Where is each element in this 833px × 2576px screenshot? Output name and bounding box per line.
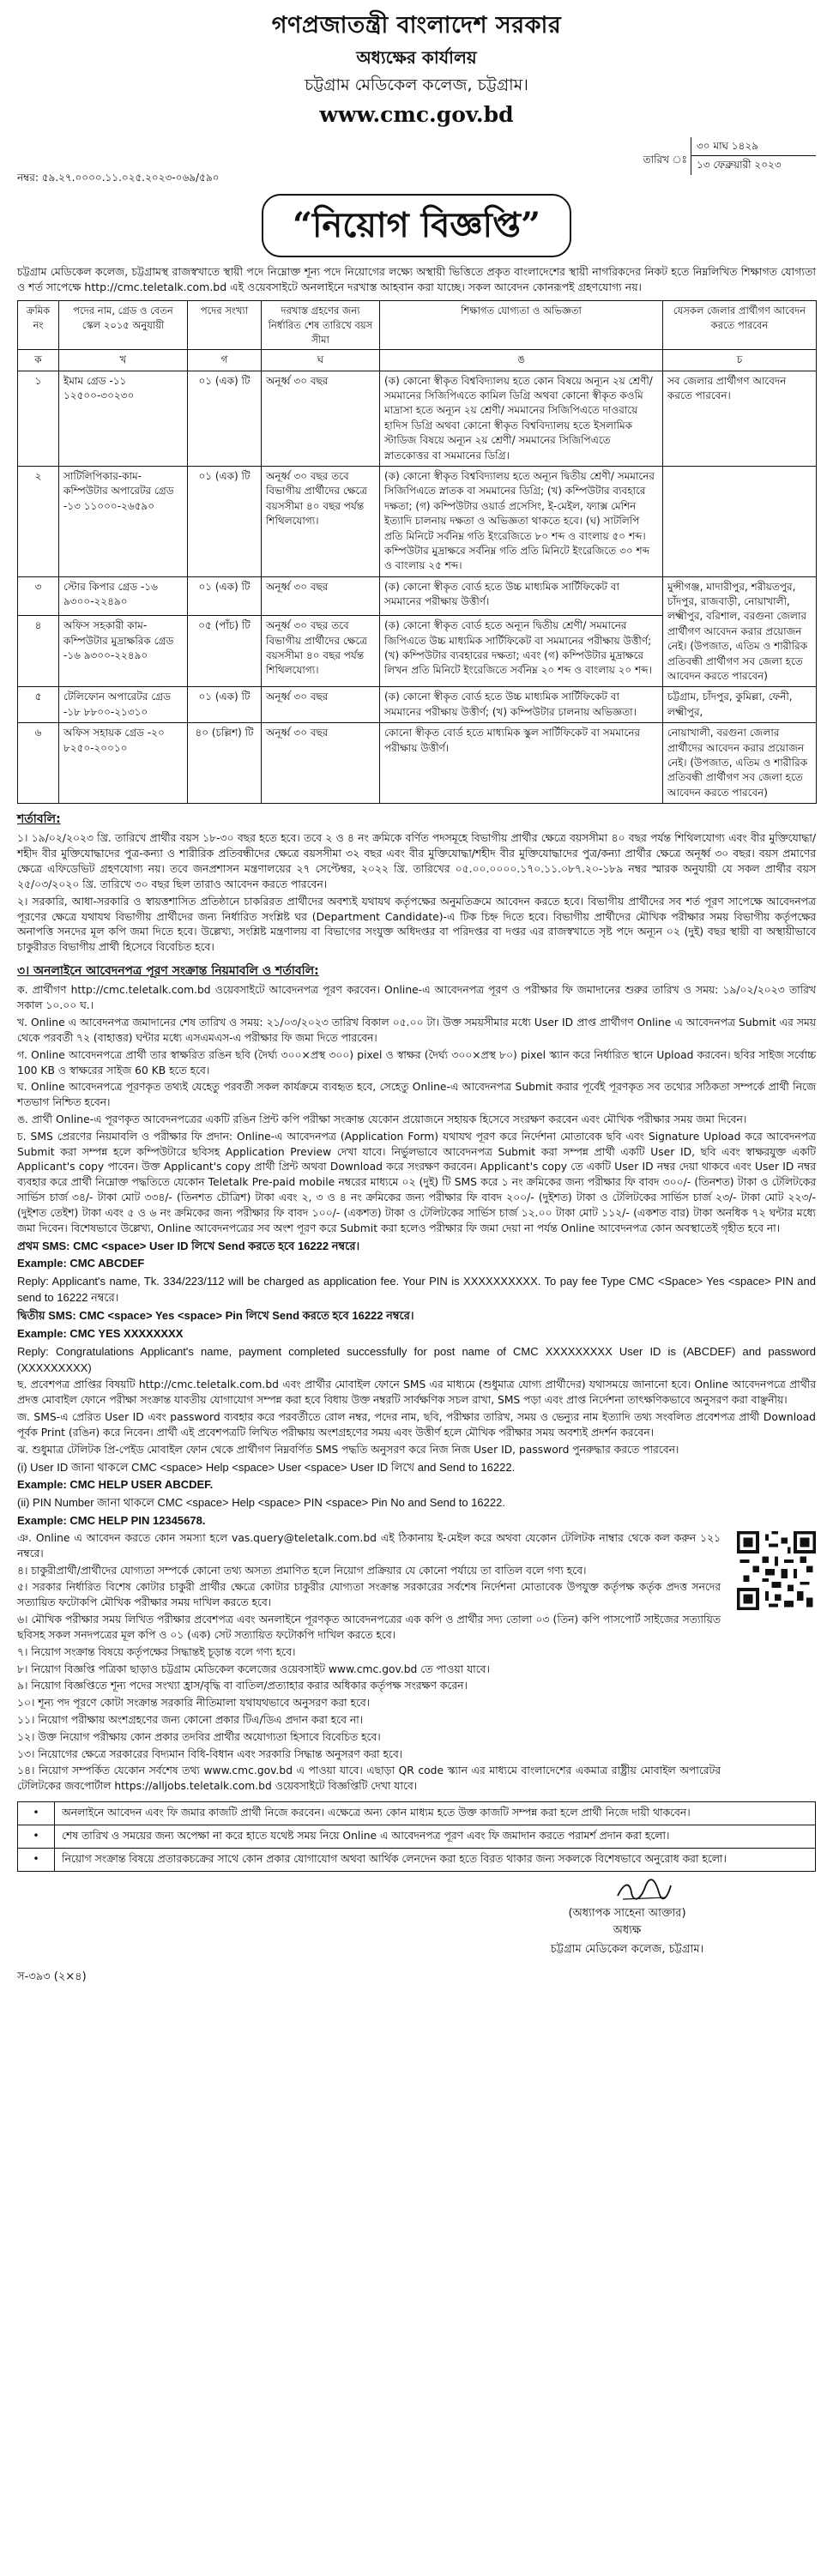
memo-row — [17, 137, 816, 190]
conditions-heading: শর্তাবলি: — [17, 812, 61, 827]
bullet-icon: • — [18, 1825, 55, 1848]
condition-item: ১। ১৯/০২/২০২৩ খ্রি. তারিখে প্রার্থীর বয়স ১৮-৩০ বছর হতে হবে। তবে ২ ও ৪ নং ক্রমিকে বর্ণিত পদসমূহে বিভাগীয় প্রার্থীর ক্ষেত্রে বয়সসীমা ৪০ বছর পর্যন্ত শিথিলযোগ্য এবং বীর মুক্তিযোদ্ধা/শহীদ বীর মুক্তিযোদ্ধাদের পুত্র-কন্যা ও শারীরিক প্রতিবন্ধীদের ক্ষেত্রে বয়সসীমা ৩২ বছর এবং বীর মুক্তিযোদ্ধা/শহীদ বীর মুক্তিযোদ্ধাদের পুত্র/কন্যা প্রার্থীর ক্ষেত্রে অনূর্ধ্ব ৩০ বছর। বয়স প্রমাণের ক্ষেত্রে এফিডেভিট গ্রহণযোগ্য নয়। তবে জনপ্রশাসন মন্ত্রণালয়ের ২৭ সেপ্টেম্বর, ২০২২ খ্রি. তারিখের ০৫.০০.০০০০.১৭০.১১.০৮৭.২০-১৮৯ নম্বর স্মারক অনুযায়ী যে সকল প্রার্থীর বয়স ২৫/০৩/২০২০ খ্রি. তারিখে ৩০ বছর ছিল তারাও আবেদন করতে পারবেন। — [17, 832, 816, 890]
notice-page — [17, 0, 816, 1985]
online-heading: ৩। অনলাইনে আবেদনপত্র পূরণ সংক্রান্ত নিয়মাবলি ও শর্তাবলি: — [17, 964, 319, 979]
posts-table — [17, 300, 817, 804]
online-item: খ. Online এ আবেদনপত্র জমাদানের শেষ তারিখ ও সময়: ২১/০৩/২০২৩ তারিখ বিকাল ০৫.০০ টা। উক্ত সময়সীমার মধ্যে User ID প্রাপ্ত প্রার্থীগণ Online এ আবেদনপত্র Submit এর সময় থেকে পরবর্তী ৭২ (বাহাত্তর) ঘন্টার মধ্যে এসএমএস-এ পরীক্ষার ফি জমা দিতে পারবেন। — [17, 1017, 816, 1044]
row-district: মুন্সীগঞ্জ, মাদারীপুর, শরীয়তপুর, চাঁদপুর, রাজবাড়ী, নোয়াখালী, লক্ষ্মীপুর, বরিশাল, বরগুনা জেলার প্রার্থীগণ আবেদন করার প্রয়োজন নেই। (উপজাত, এতিম ও শারীরিক প্রতিবন্ধী প্রার্থীগণ সব জেলা হতে আবেদন করতে পারবেন) — [663, 576, 817, 687]
letterhead — [17, 0, 816, 130]
website-link[interactable]: www.cmc.gov.bd — [319, 101, 514, 127]
col-label: খ — [59, 350, 188, 371]
final-items-block — [17, 1531, 816, 1795]
more-item: ঝ. শুধুমাত্র টেলিটক প্রি-পেইড মোবাইল ফোন থেকে প্রার্থীগণ নিম্নবর্ণিত SMS পদ্ধতি অনুসরণ করে নিজ নিজ User ID, password পুনরুদ্ধার করতে পারবেন। — [17, 1443, 679, 1456]
date-box — [691, 137, 816, 175]
bullet-icon: • — [18, 1848, 55, 1871]
row-post: টেলিফোন অপারেটর গ্রেড -১৮ ৮৮০০-২১৩১০ — [59, 687, 188, 723]
final-item: ঞ. Online এ আবেদন করতে কোন সমস্যা হলে vas.query@teletalk.com.bd এই ঠিকানায় ই-মেইল করে অথবা যেকোন টেলিটক নাম্বার থেকে কল করুন ১২১ নম্বরে। — [17, 1531, 721, 1559]
row-qualification: (ক) কোনো স্বীকৃত বোর্ড হতে উচ্চ মাধ্যমিক সার্টিফিকেট বা সমমানের পরীক্ষায় উত্তীর্ণ; (খ) কম্পিউটার চালনায় অভিজ্ঞতা। — [380, 687, 663, 723]
row-age: অনূর্ধ্ব ৩০ বছর তবে বিভাগীয় প্রার্থীদের ক্ষেত্রে বয়সসীমা ৪০ বছর পর্যন্ত শিথিলযোগ্য। — [262, 466, 380, 576]
row-sl: ৬ — [18, 723, 59, 804]
final-item: ৬। মৌখিক পরীক্ষার সময় লিখিত পরীক্ষার প্রবেশপত্র এবং অনলাইনে পূরণকৃত আবেদনপত্রের এক কপি ও প্রার্থীর সদ্য তোলা ০৩ (তিন) কপি পাসপোর্ট সাইজের সত্যায়িত ছবিসহ সকল সনদপত্রের মূল কপি ও ০১ (এক) সেট সত্যায়িত ফটোকপি দাখিল করতে হবে। — [17, 1614, 721, 1641]
notes-table — [17, 1801, 816, 1871]
col-header-age: দরখাস্ত গ্রহণের জন্য নির্ধারিত শেষ তারিখে বয়স সীমা — [262, 301, 380, 350]
row-sl: ৩ — [18, 576, 59, 615]
recover-user: (i) User ID জানা থাকলে CMC <space> Help <space> User <space> User ID লিখে and Send to 16222. — [17, 1460, 516, 1474]
row-age: অনূর্ধ্ব ৩০ বছর — [262, 576, 380, 615]
online-item: ক. প্রার্থীগণ http://cmc.teletalk.com.bd ওয়েবসাইটে আবেদনপত্র পূরণ করবেন। Online-এ আবেদনপত্র পূরণ ও পরীক্ষার ফি জমাদানের শুরুর তারিখ ও সময়: ১৯/০২/২০২৩ তারিখ সকাল ১০.০০ ঘ.। — [17, 984, 816, 1012]
final-item: ৯। নিয়োগ বিজ্ঞপ্তিতে শূন্য পদের সংখ্যা হ্রাস/বৃদ্ধি বা বাতিল/প্রত্যাহার করার অধিকার কর্তৃপক্ষ সংরক্ষণ করেন। — [17, 1680, 468, 1692]
final-item: ১০। শূন্য পদ পূরণে কোটা সংক্রান্ত সরকারি নীতিমালা যথাযথভাবে অনুসরণ করা হবে। — [17, 1697, 371, 1710]
sms-first-reply: Reply: Applicant's name, Tk. 334/223/112 will be charged as application fee. Your PIN is XXXXXXXXXX. To pay fee Type CMC <Space> Yes <space> PIN and send to 16222 নম্বরে। — [17, 1275, 816, 1305]
row-district: নোয়াখালী, বরগুনা জেলার প্রার্থীদের আবেদন করার প্রয়োজন নেই। (উপজাত, এতিম ও শারীরিক প্রতিবন্ধী প্রার্থীগণ সব জেলা হতে আবেদন করতে পারবেন) — [663, 723, 817, 804]
signatory-office: চট্টগ্রাম মেডিকেল কলেজ, চট্টগ্রাম। — [550, 1942, 704, 1956]
final-item: ১১। নিয়োগ পরীক্ষায় অংশগ্রহণের জন্য কোনো প্রকার টিএ/ডিএ প্রদান করা হবে না। — [17, 1713, 364, 1726]
row-qualification: (ক) কোনো স্বীকৃত বিশ্ববিদ্যালয় হতে অন্যূন দ্বিতীয় শ্রেণী/ সমমানের সিজিপিএতে স্নাতক বা সমমানের ডিগ্রি; (খ) কম্পিউটার ব্যবহারে দক্ষতা; (গ) কম্পিউটার ওয়ার্ড প্রসেসিং, ই-মেইল, ফ্যাক্স মেশিন ইত্যাদি চালনায় দক্ষতা ও অভিজ্ঞতা থাকতে হবে। (ঘ) সাটলিপি প্রতি মিনিটে সর্বনিম্ন গতি ইংরেজিতে ৮০ শব্দ ও বাংলায় ৫০ শব্দ। কম্পিউটার মুদ্রাক্ষরে সর্বনিম্ন গতি প্রতি মিনিটে ইংরেজিতে ৩০ শব্দ ও বাংলায় ২৫ শব্দ। — [380, 466, 663, 576]
col-label: ঙ — [380, 350, 663, 371]
row-count: ৪০ (চল্লিশ) টি — [188, 723, 262, 804]
final-item: ৫। সরকার নির্ধারিত বিশেষ কোটার চাকুরী প্রার্থীর ক্ষেত্রে কোটার চাকুরীর যোগ্যতা সংক্রান্ত সরকারের সর্বশেষ নির্দেশনা মোতাবেক উপযুক্ত কর্তৃপক্ষ কর্তৃক প্রদত্ত সনদের সত্যায়িত ফটোকপি মৌখিক পরীক্ষার সময় দাখিল করতে হবে। — [17, 1581, 721, 1609]
row-post: অফিস সহায়ক গ্রেড -২০ ৮২৫০-২০০১০ — [59, 723, 188, 804]
recover-user-example: Example: CMC HELP USER ABCDEF. — [17, 1478, 214, 1492]
final-item: ১৩। নিয়োগের ক্ষেত্রে সরকারের বিদ্যমান বিধি-বিধান এবং সরকারি সিদ্ধান্ত অনুসরণ করা হবে। — [17, 1747, 403, 1760]
sms-second-reply: Reply: Congratulations Applicant's name, payment completed successfully for post name of CMC XXXXXXXXX User ID is (ABCDEF) and password (XXXXXXXXX) — [17, 1344, 816, 1374]
row-qualification: (ক) কোনো স্বীকৃত বোর্ড হতে উচ্চ মাধ্যমিক সার্টিফিকেট বা সমমানের পরীক্ষায় উত্তীর্ণ। — [380, 576, 663, 615]
col-header-post: পদের নাম, গ্রেড ও বেতন স্কেল ২০১৫ অনুযায়ী — [59, 301, 188, 350]
condition-item: ২। সরকারি, আধা-সরকারি ও স্বায়ত্তশাসিত প্রতিষ্ঠানে চাকরিরত প্রার্থীদের অবশ্যই যথাযথ কর্তৃপক্ষের অনুমতিক্রমে আবেদন করতে হবে। বিভাগীয় প্রার্থীদের সব শর্ত পূরণ সাপেক্ষে আবেদনপত্র পূরণের ক্ষেত্রে যথাযথ বিভাগীয় প্রার্থীদের জন্য নির্ধারিত সংশ্লিষ্ট ঘর (Department Candidate)-এ টিক চিহ্ন দিতে হবে। বিভাগীয় প্রার্থীদের মৌখিক পরীক্ষার সময় বিভাগীয় কর্তৃপক্ষের অনাপত্তি সনদের মূল কপি জমা দিতে হবে। উল্লেখ্য, সংশ্লিষ্ট মন্ত্রণালয় বা বিভাগের সংযুক্ত অধিদপ্তর বা পরিদপ্তর বা দপ্তর এর রাজস্বখাতে সৃষ্ট পদে অন্যূন ০২ (দুই) বছর স্থায়ী বা অস্থায়ীভাবে চাকুরীরত বিভাগীয় প্রার্থী হিসেবে বিবেচিত হবে। — [17, 895, 816, 954]
row-district: চট্টগ্রাম, চাঁদপুর, কুমিল্লা, ফেনী, লক্ষ্মীপুর, — [663, 687, 817, 723]
row-age: অনূর্ধ্ব ৩০ বছর — [262, 687, 380, 723]
college-name: চট্টগ্রাম মেডিকেল কলেজ, চট্টগ্রাম। — [305, 75, 528, 95]
online-item: ঘ. Online আবেদনপত্রে পূরণকৃত তথ্যই যেহেতু পরবর্তী সকল কার্যক্রমে ব্যবহৃত হবে, সেহেতু Online-এ আবেদনপত্র Submit করার পূর্বেই পূরণকৃত সব তথ্যের সঠিকতা সম্পর্কে প্রার্থী নিজে শতভাগ নিশ্চিত হবেন। — [17, 1081, 816, 1109]
signatory-name: (অধ্যাপক সাহেনা আক্তার) — [568, 1906, 686, 1920]
sms-first-example: Example: CMC ABCDEF — [17, 1257, 145, 1270]
row-count: ০৫ (পাঁচ) টি — [188, 616, 262, 687]
row-qualification: কোনো স্বীকৃত বোর্ড হতে মাধ্যমিক স্কুল সার্টিফিকেট বা সমমানের পরীক্ষায় উত্তীর্ণ। — [380, 723, 663, 804]
date-english: ১৩ ফেব্রুয়ারী ২০২৩ — [697, 159, 782, 172]
online-item: চ. SMS প্রেরণের নিয়মাবলি ও পরীক্ষার ফি প্রদান: Online-এ আবেদনপত্র (Application Form) যথাযথ পূরণ করে নির্দেশনা মোতাবেক ছবি এবং Signature Upload করে আবেদনপত্র Submit করা সম্পন্ন হলে কম্পিউটারে ছবিসহ Application Preview দেখা যাবে। নির্ভুলভাবে আবেদনপত্র Submit করা সম্পন্ন প্রার্থী একটি User ID, ছবি এবং স্বাক্ষরযুক্ত একটি Applicant's copy পাবেন। উক্ত Applicant's copy প্রার্থী প্রিন্ট অথবা Download করে সংরক্ষণ করবেন। Applicant's copy তে একটি User ID নম্বর দেয়া থাকবে এবং User ID নম্বর ব্যবহার করে প্রার্থী নিম্নোক্ত পদ্ধতিতে যেকোন Teletalk Pre-paid mobile নম্বরের মাধ্যমে ০২ (দুই) টি SMS করে ১ নং ক্রমিকের জন্য পরীক্ষার ফি বাবদ ৩০০/- (তিনশত) টাকা ও টেলিটকের সার্ভিস চার্জ ৩৪/- টাকা মোট ৩৩৪/- (তিনশত চৌত্রিশ) টাকা এবং ২, ৩ ও ৪ নং ক্রমিকের জন্য পরীক্ষার ফি বাবদ ২০০/- (দুইশত) টাকা ও টেলিটকের সার্ভিস চার্জ ২৩/- টাকা মোট ২২৩/- (দুইশত তেইশ) টাকা এবং ৫ ও ৬ নং ক্রমিকের জন্য পরীক্ষার ফি বাবদ ১০০/- (একশত) টাকা ও টেলিটকের সার্ভিস চার্জ ১২.০০ টাকা মোট ১১২/- (একশত বার) টাকা অনধিক ৭২ ঘন্টার মধ্যে জমা দিবেন। বিশেষভাবে উল্লেখ্য, Online আবেদনপত্রের সব অংশ পূরণ করে Submit করা হলেও পরীক্ষার ফি জমা দেয়া না পর্যন্ত Online আবেদনপত্র কোন অবস্থাতেই গৃহীত হবে না। — [17, 1130, 816, 1234]
intro-paragraph: চট্টগ্রাম মেডিকেল কলেজ, চট্টগ্রামস্থ রাজস্বখাতে স্থায়ী পদে নিম্নোক্ত শূন্য পদে নিয়োগের লক্ষ্যে অস্থায়ী ভিত্তিতে প্রকৃত বাংলাদেশের স্থায়ী নাগরিকদের নিকট হতে নিম্নলিখিত শিক্ষাগত যোগ্যতা ও শর্ত সাপেক্ষে http://cmc.teletalk.com.bd এই ওয়েবসাইটে অনলাইনে দরখাস্ত আহবান করা যাচ্ছে। সকল আবেদন কোনরূপই গ্রহণযোগ্য নয়। — [17, 264, 816, 294]
table-row — [18, 576, 817, 615]
col-header-qualification: শিক্ষাগত যোগ্যতা ও অভিজ্ঞতা — [380, 301, 663, 350]
title-wrap — [17, 194, 816, 257]
page-title: “নিয়োগ বিজ্ঞপ্তি” — [262, 194, 571, 257]
footer-ref: স-৩৯৩ (২×৪) — [17, 1970, 87, 1983]
sms-second: দ্বিতীয় SMS: CMC <space> Yes <space> Pin লিখে Send করতে হবে 16222 নম্বরে। — [17, 1308, 414, 1322]
note-text: নিয়োগ সংক্রান্ত বিষয়ে প্রতারকচক্রের সাথে কোন প্রকার যোগাযোগ অথবা আর্থিক লেনদেন করা হতে বিরত থাকার জন্য সকলকে বিশেষভাবে অনুরোধ করা হলো। — [55, 1848, 816, 1871]
final-item: ৮। নিয়োগ বিজ্ঞপ্তি পত্রিকা ছাড়াও চট্টগ্রাম মেডিকেল কলেজের ওয়েবসাইট www.cmc.gov.bd তে পাওয়া যাবে। — [17, 1662, 490, 1675]
online-item: গ. Online আবেদনপত্রে প্রার্থী তার স্বাক্ষরিত রঙিন ছবি (দৈর্ঘ্য ৩০০×প্রস্থ ৩০০) pixel ও স্বাক্ষর (দৈর্ঘ্য ৩০০×প্রস্থ ৮০) pixel স্ক্যান করে নির্ধারিত স্থানে Upload করবেন। ছবির সাইজ সর্বোচ্চ 100 KB ও স্বাক্ষরের সাইজ 60 KB হতে হবে। — [17, 1048, 816, 1077]
row-post: স্টোর কিপার গ্রেড -১৬ ৯৩০০-২২৪৯০ — [59, 576, 188, 615]
row-qualification: (ক) কোনো স্বীকৃত বিশ্ববিদ্যালয় হতে কোন বিষয়ে অন্যূন ২য় শ্রেণী/ সমমানের সিজিপিএতে কামিল ডিগ্রি অথবা কোনো স্বীকৃত কওমি মাদ্রাসা হতে অন্যূন ২য় শ্রেণী/ সমমানের সিজিপিএতে দাওরায়ে হাদিস ডিগ্রি অথবা কোনো স্বীকৃত বিশ্ববিদ্যালয় হতে ইসলামিক স্টাডিজ বিষয়ে অন্যূন ২য় শ্রেণী/ সমমানের সিজিপিএতে স্নাতকোত্তর বা সমমানের ডিগ্রি। — [380, 371, 663, 466]
signature-icon — [614, 1877, 674, 1904]
row-age: অনূর্ধ্ব ৩০ বছর — [262, 723, 380, 804]
row-age: অনূর্ধ্ব ৩০ বছর তবে বিভাগীয় প্রার্থীদের ক্ষেত্রে বয়সসীমা ৪০ বছর পর্যন্ত শিথিলযোগ্য। — [262, 616, 380, 687]
date-label: তারিখ ঃ — [643, 153, 687, 166]
final-item: ৪। চাকুরীপ্রার্থী/প্রার্থীদের যোগ্যতা সম্পর্কে কোনো তথ্য অসত্য প্রমাণিত হলে নিয়োগ প্রক্রিয়ার যে কোনো পর্যায়ে তা বাতিল বলে গণ্য হবে। — [17, 1564, 587, 1577]
note-text: অনলাইনে আবেদন এবং ফি জমার কাজটি প্রার্থী নিজে করবেন। এক্ষেত্রে অন্য কোন মাধ্যম হতে উক্ত কাজটি সম্পন্ন করা হলে প্রার্থী নিজে দায়ী থাকবেন। — [55, 1802, 816, 1825]
note-row — [18, 1848, 816, 1871]
col-label: গ — [188, 350, 262, 371]
recover-pin: (ii) PIN Number জানা থাকলে CMC <space> Help <space> PIN <space> Pin No and Send to 16222. — [17, 1496, 505, 1510]
row-count: ০১ (এক) টি — [188, 687, 262, 723]
more-item: ছ. প্রবেশপত্র প্রাপ্তির বিষয়টি http://cmc.teletalk.com.bd এবং প্রার্থীর মোবাইল ফোনে SMS এর মাধ্যমে (শুধুমাত্র যোগ্য প্রার্থীদের) যথাসময়ে জানানো হবে। Online আবেদনপত্রে প্রার্থীর প্রদত্ত মোবাইল ফোনে পরীক্ষা সংক্রান্ত যাবতীয় যোগাযোগ সম্পন্ন করা হবে বিধায় উক্ত নম্বরটি সার্বক্ষণিক সচল রাখা, SMS পড়া এবং প্রাপ্ত নির্দেশনা তাৎক্ষণিকভাবে অনুসরণ করা বাঞ্ছনীয়। — [17, 1378, 816, 1407]
date-bangla: ৩০ মাঘ ১৪২৯ — [691, 137, 816, 156]
government-name: গণপ্রজাতন্ত্রী বাংলাদেশ সরকার — [271, 12, 562, 39]
row-qualification: (ক) কোনো স্বীকৃত বোর্ড হতে অন্যূন দ্বিতীয় শ্রেণী/ সমমানের জিপিএতে উচ্চ মাধ্যমিক সার্টিফিকেট বা সমমানের পরীক্ষায় উত্তীর্ণ; (খ) কম্পিউটার ব্যবহারের দক্ষতা; এবং (গ) কম্পিউটার মুদ্রাক্ষরে লিখন প্রতি মিনিটে ইংরেজিতে সর্বনিম্ন ২০ শব্দ ও বাংলায় ২০ শব্দ। — [380, 616, 663, 687]
office-name: অধ্যক্ষের কার্যালয় — [356, 47, 477, 69]
row-age: অনূর্ধ্ব ৩০ বছর — [262, 371, 380, 466]
more-item: জ. SMS-এ প্রেরিত User ID এবং password ব্যবহার করে পরবর্তীতে রোল নম্বর, পদের নাম, ছবি, পরীক্ষার তারিখ, সময় ও ভেন্যুর নাম ইত্যাদি তথ্য সংবলিত প্রবেশপত্র প্রার্থী Download পূর্বক Print (রঙিন) করে নিবেন। প্রার্থী এই প্রবেশপত্রটি লিখিত পরীক্ষায় অংশগ্রহণের সময় এবং উত্তীর্ণ হলে মৌখিক পরীক্ষার সময় অবশ্যই প্রদর্শন করবেন। — [17, 1411, 816, 1439]
final-item: ৭। নিয়োগ সংক্রান্ত বিষয়ে কর্তৃপক্ষের সিদ্ধান্তই চূড়ান্ত বলে গণ্য হবে। — [17, 1645, 296, 1658]
final-item: ১৪। নিয়োগ সম্পর্কিত যেকোন সর্বশেষ তথ্য www.cmc.gov.bd এ পাওয়া যাবে। এছাড়া QR code স্ক্যান এর মাধ্যমে বাংলাদেশের একমাত্র রাষ্ট্রীয় মোবাইল অপারেটর টেলিটকের জবপোর্টাল https://alljobs.teletalk.com.bd ওয়েবসাইটে বিজ্ঞপ্তিটি দেখা যাবে। — [17, 1765, 721, 1793]
signature-block — [17, 1872, 816, 1966]
note-row — [18, 1825, 816, 1848]
row-sl: ১ — [18, 371, 59, 466]
row-count: ০১ (এক) টি — [188, 371, 262, 466]
table-row — [18, 371, 817, 466]
sms-first: প্রথম SMS: CMC <space> User ID লিখে Send করতে হবে 16222 নম্বরে। — [17, 1239, 360, 1252]
col-label: ক — [18, 350, 59, 371]
row-district: সব জেলার প্রার্থীগণ আবেদন করতে পারবেন। — [663, 371, 817, 466]
col-header-district: যেসকল জেলার প্রার্থীগণ আবেদন করতে পারবেন — [663, 301, 817, 350]
row-count: ০১ (এক) টি — [188, 576, 262, 615]
row-count: ০১ (এক) টি — [188, 466, 262, 576]
table-row — [18, 687, 817, 723]
row-post: অফিস সহকারী কাম-কম্পিউটার মুদ্রাক্ষরিক গ্রেড -১৬ ৯৩০০-২২৪৯০ — [59, 616, 188, 687]
table-row — [18, 723, 817, 804]
col-label: ঘ — [262, 350, 380, 371]
row-sl: ২ — [18, 466, 59, 576]
row-sl: ৪ — [18, 616, 59, 687]
recover-pin-example: Example: CMC HELP PIN 12345678. — [17, 1514, 206, 1528]
row-post: ইমাম গ্রেড -১১ ১২৫০০-৩০২৩০ — [59, 371, 188, 466]
online-item: ঙ. প্রার্থী Online-এ পূরণকৃত আবেদনপত্রের একটি রঙিন প্রিন্ট কপি পরীক্ষা সংক্রান্ত যেকোন প্রয়োজনে সহায়ক হিসেবে সংরক্ষণ করবেন এবং মৌখিক পরীক্ষার সময় জমা দিবেন। — [17, 1113, 747, 1125]
row-district — [663, 466, 817, 576]
sms-second-example: Example: CMC YES XXXXXXXX — [17, 1326, 184, 1340]
note-row — [18, 1802, 816, 1825]
row-post: সাটিলিপিকার-কাম-কম্পিউটার অপারেটর গ্রেড -১৩ ১১০০০-২৬৫৯০ — [59, 466, 188, 576]
signatory-title: অধ্যক্ষ — [613, 1923, 642, 1937]
col-header-sl: ক্রমিক নং — [18, 301, 59, 350]
col-label: চ — [663, 350, 817, 371]
col-header-count: পদের সংখ্যা — [188, 301, 262, 350]
note-text: শেষ তারিখ ও সময়ের জন্য অপেক্ষা না করে হাতে যথেষ্ট সময় নিয়ে Online এ আবেদনপত্র পূরণ এবং ফি জমাদান করতে পরামর্শ প্রদান করা হলো। — [55, 1825, 816, 1848]
table-row — [18, 466, 817, 576]
bullet-icon: • — [18, 1802, 55, 1825]
qr-code-icon[interactable] — [737, 1531, 816, 1610]
memo-ref: নম্বর: ৫৯.২৭.০০০০.১১.০২৫.২০২৩-০৬৯/৫৯০ — [17, 171, 220, 184]
final-item: ১২। উক্ত নিয়োগ পরীক্ষায় কোন প্রকার তদবির প্রার্থীর অযোগ্যতা হিসাবে বিবেচিত হবে। — [17, 1730, 381, 1743]
row-sl: ৫ — [18, 687, 59, 723]
